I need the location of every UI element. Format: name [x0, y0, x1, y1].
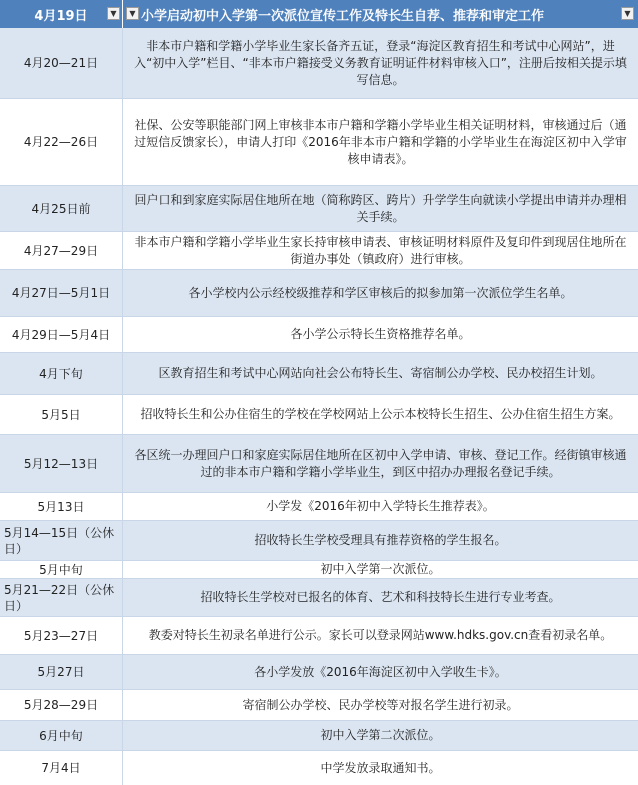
row-date: 4月22—26日 — [0, 99, 123, 185]
row-description: 初中入学第一次派位。 — [320, 562, 441, 576]
table-row — [0, 579, 638, 617]
table-row — [0, 232, 638, 270]
row-description: 各小学发放《2016年海淀区初中入学收生卡》。 — [254, 664, 507, 679]
row-date: 5月14—15日（公休日） — [0, 521, 123, 560]
row-description: 招收特长生学校受理具有推荐资格的学生报名。 — [254, 533, 507, 547]
table-row — [0, 99, 638, 186]
table-header — [0, 0, 638, 28]
table-row — [0, 721, 638, 751]
row-date: 6月中旬 — [0, 721, 123, 750]
row-date: 5月21—22日（公休日） — [0, 579, 123, 616]
row-date: 7月4日 — [0, 751, 123, 785]
table-row — [0, 493, 638, 521]
row-date: 4月27日—5月1日 — [0, 270, 123, 316]
row-description: 各小学校内公示经校级推荐和学区审核后的拟参加第一次派位学生名单。 — [188, 285, 573, 300]
row-date: 4月下旬 — [0, 353, 123, 394]
row-description: 中学发放录取通知书。 — [320, 760, 441, 775]
row-date: 5月28—29日 — [0, 690, 123, 720]
chevron-down-icon[interactable]: ▼ — [107, 7, 120, 20]
table-row — [0, 751, 638, 785]
table-row — [0, 521, 638, 561]
header-date-cell[interactable] — [0, 0, 123, 28]
chevron-down-icon[interactable]: ▼ — [126, 7, 139, 20]
row-description: 各小学公示特长生资格推荐名单。 — [290, 327, 471, 341]
row-description: 教委对特长生初录名单进行公示。家长可以登录网站www.hdks.gov.cn查看初录名单。 — [148, 628, 613, 642]
row-description: 招收特长生学校对已报名的体育、艺术和科技特长生进行专业考查。 — [200, 590, 561, 604]
row-date: 5月12—13日 — [0, 435, 123, 492]
row-date: 5月27日 — [0, 655, 123, 689]
row-description: 小学发《2016年初中入学特长生推荐表》。 — [266, 499, 495, 513]
row-description: 社保、公安等职能部门网上审核非本市户籍和学籍小学毕业生相关证明材料，审核通过后（通过短信反馈家长），申请人打印《2016年非本市户籍和学籍的小学毕业生在海淀区初中入学审核申请表》。 — [134, 117, 627, 166]
table-row — [0, 395, 638, 435]
row-description: 非本市户籍和学籍小学毕业生家长备齐五证，登录“海淀区教育招生和考试中心网站”，进入“初中入学”栏目、“非本市户籍接受义务教育证明证件材料审核入口”，注册后按相关提示填写信息。 — [134, 38, 627, 87]
row-date: 5月13日 — [0, 493, 123, 520]
row-description: 寄宿制公办学校、民办学校等对报名学生进行初录。 — [242, 697, 519, 712]
row-date: 4月25日前 — [0, 186, 123, 231]
table-row — [0, 353, 638, 395]
chevron-down-icon[interactable]: ▼ — [621, 7, 634, 20]
table-row — [0, 655, 638, 690]
row-date: 5月23—27日 — [0, 617, 123, 654]
row-date: 4月29日—5月4日 — [0, 317, 123, 352]
row-date: 5月中旬 — [0, 561, 123, 578]
table-row — [0, 435, 638, 493]
row-description: 非本市户籍和学籍小学毕业生家长持审核申请表、审核证明材料原件及复印件到现居住地所在街道办事处（镇政府）进行审核。 — [134, 234, 627, 266]
row-date: 4月27—29日 — [0, 232, 123, 269]
table-row — [0, 317, 638, 353]
row-description: 区教育招生和考试中心网站向社会公布特长生、寄宿制公办学校、民办校招生计划。 — [158, 366, 603, 380]
table-row — [0, 690, 638, 721]
table-row — [0, 617, 638, 655]
header-title: 小学启动初中入学第一次派位宣传工作及特长生自荐、推荐和审定工作 — [141, 8, 545, 24]
row-description: 招收特长生和公办住宿生的学校在学校网站上公示本校特长生招生、公办住宿生招生方案。 — [140, 407, 621, 421]
table-row — [0, 186, 638, 232]
row-description: 各区统一办理回户口和家庭实际居住地所在区初中入学申请、审核、登记工作。经街镇审核通过的非本市户籍和学籍小学毕业生，到区中招办办理报名登记手续。 — [134, 447, 627, 479]
row-description: 回户口和到家庭实际居住地所在地（简称跨区、跨片）升学学生向就读小学提出申请并办理相关手续。 — [134, 192, 627, 224]
row-date: 4月20—21日 — [0, 28, 123, 98]
row-date: 5月5日 — [0, 395, 123, 434]
table-row — [0, 270, 638, 317]
header-date-label: 4月19日 — [34, 8, 88, 24]
row-description: 初中入学第二次派位。 — [320, 728, 441, 742]
header-title-cell[interactable] — [123, 0, 638, 28]
table-row — [0, 28, 638, 99]
table-row — [0, 561, 638, 579]
